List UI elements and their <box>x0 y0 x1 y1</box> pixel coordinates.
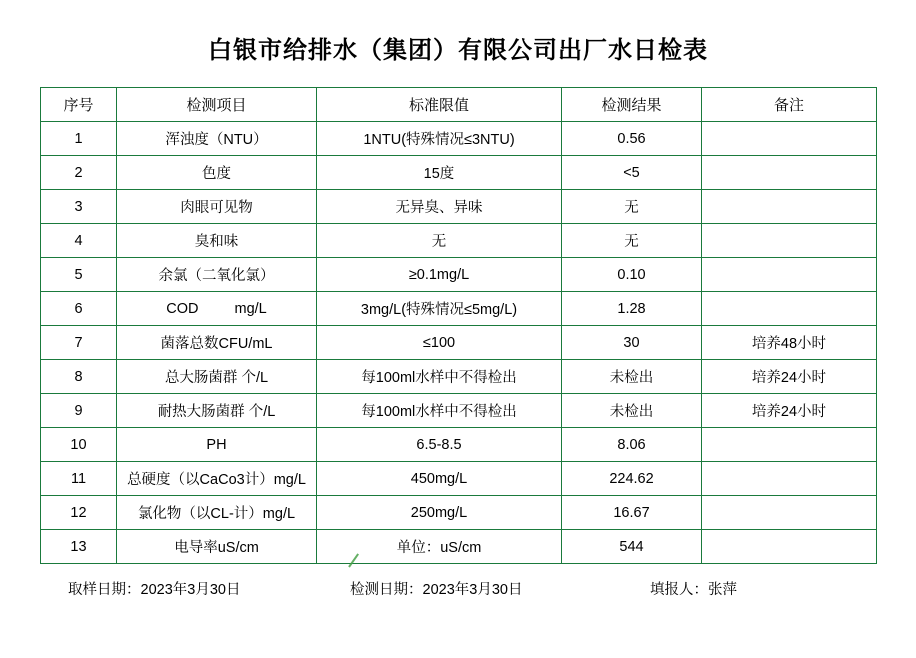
water-inspection-table <box>40 87 877 564</box>
table-header <box>41 88 877 122</box>
cell-item <box>117 292 317 326</box>
table-row <box>41 326 877 360</box>
cell-item-unit: mg/L <box>234 300 267 317</box>
cell-remark <box>702 292 877 326</box>
table-row <box>41 496 877 530</box>
cell-remark: 培养24小时 <box>702 360 877 394</box>
cell-remark <box>702 156 877 190</box>
cell-remark <box>702 122 877 156</box>
cell-no: 10 <box>41 428 117 462</box>
cell-result: 无 <box>562 224 702 258</box>
cell-limit: 1NTU(特殊情况≤3NTU) <box>317 122 562 156</box>
cell-item: 余氯（二氧化氯） <box>117 258 317 292</box>
table-row <box>41 292 877 326</box>
cell-no: 12 <box>41 496 117 530</box>
cell-no: 2 <box>41 156 117 190</box>
cell-no: 9 <box>41 394 117 428</box>
cell-no: 1 <box>41 122 117 156</box>
cell-result: 30 <box>562 326 702 360</box>
cell-limit: 每100ml水样中不得检出 <box>317 360 562 394</box>
cell-result: 8.06 <box>562 428 702 462</box>
cell-item: 菌落总数CFU/mL <box>117 326 317 360</box>
cell-no: 4 <box>41 224 117 258</box>
cell-no: 3 <box>41 190 117 224</box>
table-body <box>41 122 877 564</box>
page-title: 白银市给排水（集团）有限公司出厂水日检表 <box>208 37 708 64</box>
cell-remark: 培养24小时 <box>702 394 877 428</box>
cell-remark <box>702 496 877 530</box>
table-row <box>41 258 877 292</box>
cell-item: 总大肠菌群 个/L <box>117 360 317 394</box>
document-page <box>0 30 916 658</box>
cell-result: 0.56 <box>562 122 702 156</box>
cell-item: 肉眼可见物 <box>117 190 317 224</box>
cell-item: 浑浊度（NTU） <box>117 122 317 156</box>
testing-date: 检测日期：2023年3月30日 <box>350 582 523 598</box>
cell-remark <box>702 258 877 292</box>
table-header-row <box>41 88 877 122</box>
cell-limit: 450mg/L <box>317 462 562 496</box>
cell-limit: 3mg/L(特殊情况≤5mg/L) <box>317 292 562 326</box>
cell-limit: 6.5-8.5 <box>317 428 562 462</box>
cell-limit: 无异臭、异味 <box>317 190 562 224</box>
cell-result: 224.62 <box>562 462 702 496</box>
cell-item-name: COD <box>166 300 199 317</box>
cell-item: 色度 <box>117 156 317 190</box>
cell-remark <box>702 530 877 564</box>
report-table-container <box>40 87 876 564</box>
cell-remark: 培养48小时 <box>702 326 877 360</box>
cell-no: 11 <box>41 462 117 496</box>
column-header-no: 序号 <box>41 88 117 122</box>
cell-limit: 无 <box>317 224 562 258</box>
cell-result: 未检出 <box>562 360 702 394</box>
cell-result: 1.28 <box>562 292 702 326</box>
cell-result: 544 <box>562 530 702 564</box>
table-row <box>41 360 877 394</box>
cell-no: 8 <box>41 360 117 394</box>
cell-remark <box>702 462 877 496</box>
column-header-item: 检测项目 <box>117 88 317 122</box>
cell-limit: 250mg/L <box>317 496 562 530</box>
cell-result: 16.67 <box>562 496 702 530</box>
cell-result: 无 <box>562 190 702 224</box>
sampling-date: 取样日期：2023年3月30日 <box>68 582 241 598</box>
table-row <box>41 122 877 156</box>
cell-no: 5 <box>41 258 117 292</box>
cell-limit: ≤100 <box>317 326 562 360</box>
cell-remark <box>702 428 877 462</box>
table-row <box>41 224 877 258</box>
document-footer <box>40 578 876 599</box>
cell-item: 总硬度（以CaCo3计）mg/L <box>117 462 317 496</box>
cell-no: 6 <box>41 292 117 326</box>
column-header-result: 检测结果 <box>562 88 702 122</box>
cell-remark <box>702 190 877 224</box>
cell-item: 氯化物（以CL-计）mg/L <box>117 496 317 530</box>
cell-no: 13 <box>41 530 117 564</box>
cell-result: 0.10 <box>562 258 702 292</box>
table-row <box>41 530 877 564</box>
cell-no: 7 <box>41 326 117 360</box>
cell-item: 电导率uS/cm <box>117 530 317 564</box>
cell-remark <box>702 224 877 258</box>
cell-item: PH <box>117 428 317 462</box>
cell-item: 耐热大肠菌群 个/L <box>117 394 317 428</box>
table-row <box>41 156 877 190</box>
table-row <box>41 394 877 428</box>
cell-result: 未检出 <box>562 394 702 428</box>
table-row <box>41 190 877 224</box>
cell-limit: 单位：uS/cm <box>317 530 562 564</box>
table-row <box>41 462 877 496</box>
reporter-name: 填报人：张萍 <box>650 582 737 598</box>
cell-limit: ≥0.1mg/L <box>317 258 562 292</box>
cell-limit: 每100ml水样中不得检出 <box>317 394 562 428</box>
column-header-limit: 标准限值 <box>317 88 562 122</box>
column-header-remark: 备注 <box>702 88 877 122</box>
cell-result: <5 <box>562 156 702 190</box>
cell-item: 臭和味 <box>117 224 317 258</box>
cell-limit: 15度 <box>317 156 562 190</box>
table-row <box>41 428 877 462</box>
